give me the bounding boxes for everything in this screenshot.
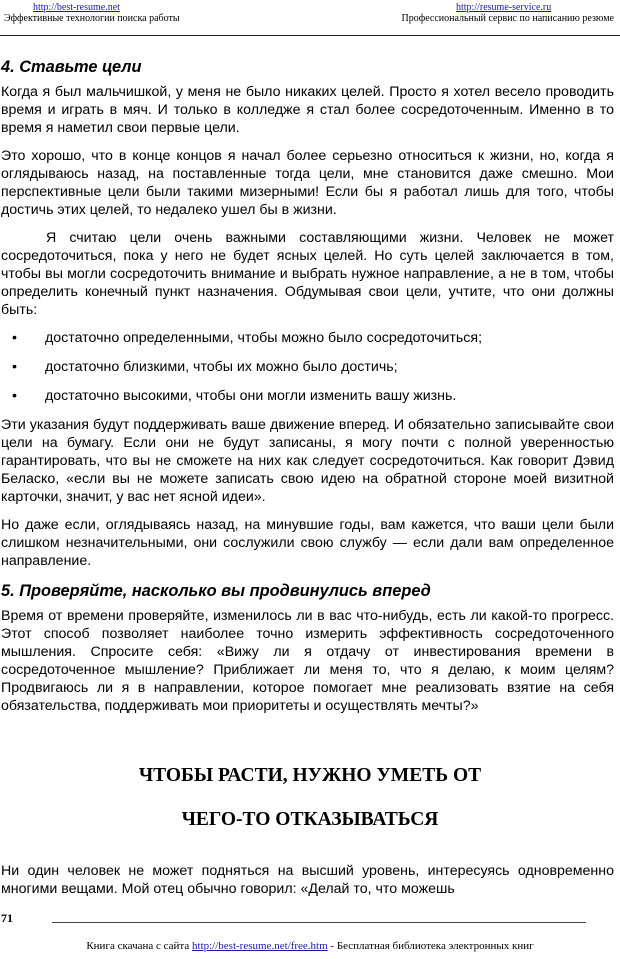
list-item-text: достаточно определенными, чтобы можно было сосредоточиться; (45, 330, 483, 346)
section-5-paragraph-1: Время от времени проверяйте, изменилось ли в вас что-нибудь, есть ли какой-то прогресс. Этот способ позволяет наиболее точно измерить эффективность сосредоточенного мышления. Спросите себя: «Вижу ли я отдачу от инвестирования времени в сосредоточенное мышление? Приближает ли меня то, что я делаю, к моим целям? Продвигаюсь ли я в направлении, которое помогает мне реализовать взятие на себя обязательства, поддерживать мои приоритеты и осуществлять мечты?» (1, 608, 614, 714)
list-item-text: достаточно высокими, чтобы они могли изменить вашу жизнь. (45, 388, 457, 404)
header-right-caption: Профессиональный сервис по написанию резюме (401, 13, 614, 24)
footer-suffix: - Бесплатная библиотека электронных книг (330, 940, 534, 952)
chapter-title-line-1: ЧТОБЫ РАСТИ, НУЖНО УМЕТЬ ОТ (138, 765, 482, 786)
bullet-icon: • (12, 359, 17, 375)
chapter-opening-paragraph: Ни один человек не может подняться на высший уровень, интересуясь одновременно многими вещами. Мой отец обычно говорил: «Делай то, что можешь (1, 863, 614, 897)
bullet-icon: • (12, 330, 17, 346)
footer-divider (52, 922, 586, 923)
page-footer (0, 939, 620, 953)
header-left-caption: Эффективные технологии поиска работы (4, 13, 180, 24)
footer-prefix: Книга скачана с сайта (86, 940, 190, 952)
list-item (0, 358, 620, 376)
chapter-title-line-2: ЧЕГО-ТО ОТКАЗЫВАТЬСЯ (181, 809, 439, 830)
list-item-text: достаточно близкими, чтобы их можно было достичь; (45, 359, 398, 375)
list-item (0, 387, 620, 405)
section-4-paragraph-1: Когда я был мальчишкой, у меня не было никаких целей. Просто я хотел весело проводить время и играть в мяч. И только в колледже я стал более сосредоточенным. Именно в то время я наметил свои первые цели. (1, 84, 614, 136)
page-body (0, 56, 620, 725)
section-4-paragraph-3: Я считаю цели очень важными составляющими жизни. Человек не может сосредоточиться, пока у него не будет ясных целей. Но суть целей заключается в том, чтобы вы могли сосредоточить внимание и выбрать нужное направление, а не в том, чтобы определить конечный пункт назначения. Обдумывая свои цели, учтите, что они должны быть: (1, 230, 614, 318)
section-4-paragraph-5: Но даже если, оглядываясь назад, на минувшие годы, вам кажется, что ваши цели были слишком незначительными, они сослужили свою службу — если дали вам определенное направление. (1, 517, 614, 569)
page-header (0, 0, 620, 36)
header-left-link[interactable]: http://best-resume.net (33, 2, 120, 13)
section-4-paragraph-4: Эти указания будут поддерживать ваше движение вперед. И обязательно записывайте свои цели на бумагу. Если они не будут записаны, я могу почти с полной уверенностью гарантировать, что вы не сможете на них как следует сосредоточиться. Как говорит Дэвид Беласко, «если вы не можете записать свою идею на обратной стороне моей визитной карточки, значит, у вас нет ясной идеи». (1, 417, 614, 505)
chapter-opening-paragraph-container (0, 862, 620, 898)
section-4-paragraph-2: Это хорошо, что в конце концов я начал более серьезно относиться к жизни, но, когда я оглядываюсь назад, на поставленные тогда цели, мне становится даже смешно. Мои перспективные цели были такими мизерными! Если бы я работал лишь для того, чтобы достичь этих целей, то недалеко ушел бы в жизни. (1, 148, 614, 218)
section-5-title: 5. Проверяйте, насколько вы продвинулись вперед (1, 582, 431, 600)
header-right-link[interactable]: http://resume-service.ru (456, 2, 552, 13)
page-number: 71 (1, 911, 13, 925)
footer-link[interactable]: http://best-resume.net/free.htm (192, 940, 328, 952)
header-divider (0, 35, 620, 36)
bullet-icon: • (12, 388, 17, 404)
section-4-title: 4. Ставьте цели (1, 58, 142, 76)
list-item (0, 329, 620, 347)
goals-bullet-list (0, 329, 620, 405)
